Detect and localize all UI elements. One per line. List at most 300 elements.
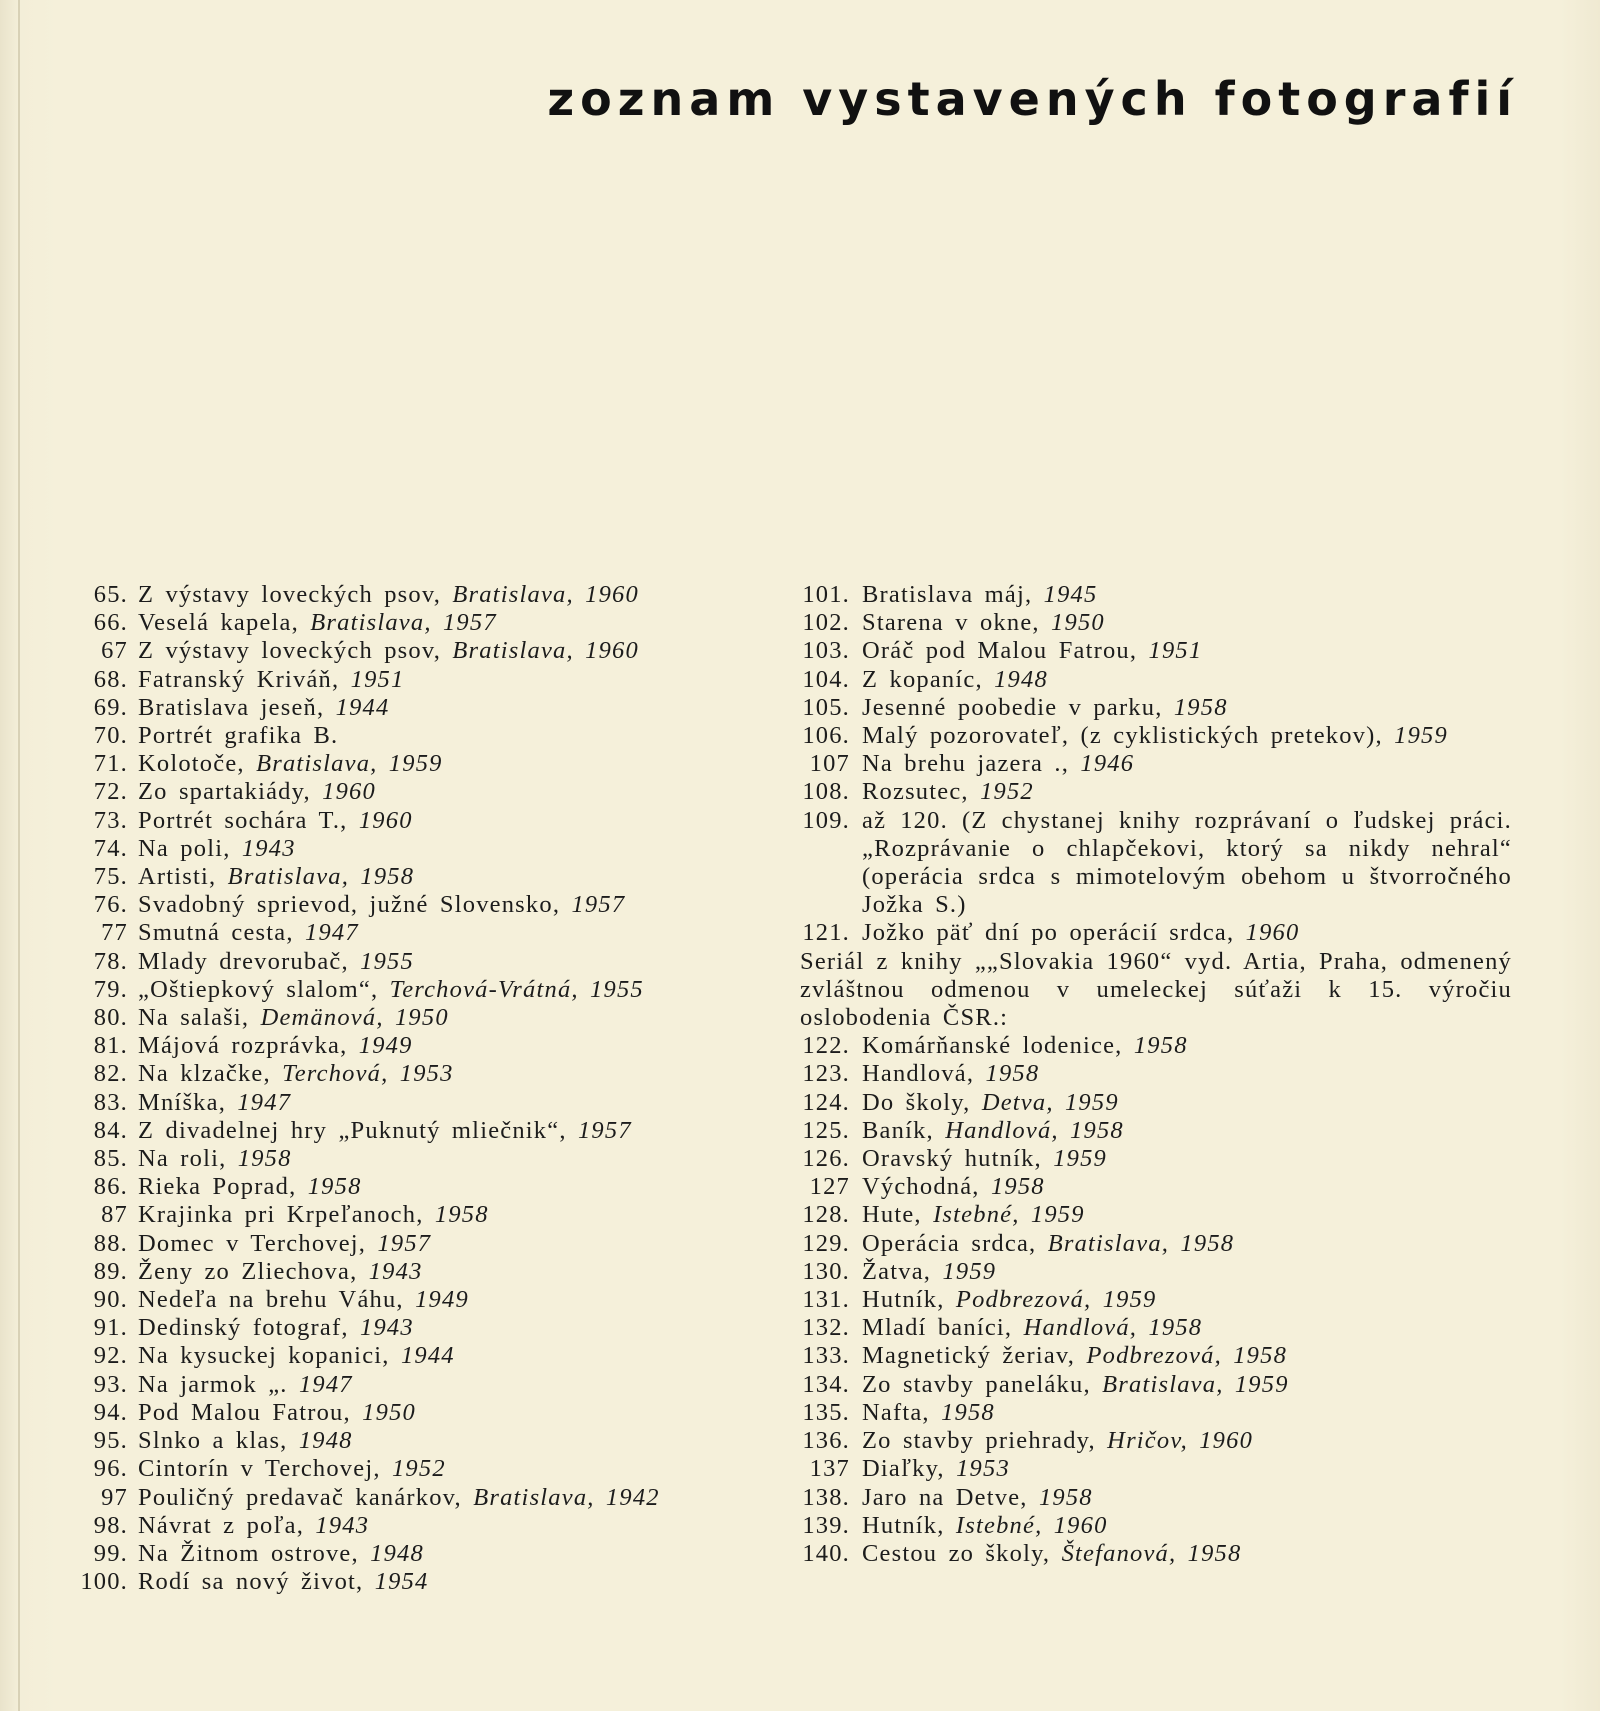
photo-list-item [66,919,756,947]
photo-list-item [66,1512,756,1540]
photo-place-year: 1944 [400,1342,455,1370]
photo-title: Nafta, [862,1398,930,1426]
photo-number: 95. [93,1427,128,1455]
photo-caption [862,1399,1512,1427]
photo-list-item [800,1427,1512,1455]
photo-caption [862,722,1512,750]
photo-place-year: 1959 [1053,1145,1108,1173]
photo-place-year: 1959 [1394,722,1448,750]
photo-place-year: 1947 [237,1088,292,1116]
photo-list-item [66,1060,756,1088]
photo-caption [862,1173,1512,1201]
photo-place-year: Terchová-Vrátná, 1955 [389,975,644,1003]
photo-title: Jesenné poobedie v parku, [862,693,1163,721]
photo-place-year: 1949 [358,1032,413,1060]
photo-list-item [800,1484,1512,1512]
photo-number: 108. [802,778,850,806]
photo-place-year: Podbrezová, 1959 [955,1286,1157,1314]
photo-caption [138,694,756,722]
photo-number: 94. [93,1398,128,1426]
photo-caption [138,1145,756,1173]
photo-title: Komárňanské lodenice, [862,1032,1123,1060]
photo-title: Krajinka pri Krpeľanoch, [138,1201,424,1229]
photo-title: Žatva, [862,1257,932,1285]
photo-caption [138,1540,756,1568]
photo-place-year: Bratislava, 1957 [310,609,497,637]
photo-title: Mlady drevorubač, [138,947,349,975]
photo-title: Malý pozorovateľ, (z cyklistických pretekov), [862,722,1383,750]
photo-list-item [66,1258,756,1286]
photo-title: Zo stavby paneláku, [862,1370,1091,1398]
photo-number: 96. [93,1455,128,1483]
photo-title: Na Žitnom ostrove, [138,1539,359,1567]
photo-caption [138,1512,756,1540]
photo-title: Oravský hutník, [862,1145,1042,1173]
photo-title: Portrét sochára T., [138,806,348,834]
photo-title: Starena v okne, [862,609,1040,637]
photo-number: 105. [802,693,850,721]
photo-number: 131. [802,1286,850,1314]
photo-caption [862,1455,1512,1483]
photo-place-year: 1948 [370,1539,424,1567]
photo-list-item [800,609,1512,637]
photo-place-year: Bratislava, 1959 [1102,1370,1289,1398]
photo-number: 91. [93,1314,128,1342]
photo-place-year: Istebné, 1960 [955,1511,1108,1539]
photo-number: 122. [802,1032,850,1060]
photo-list-item [66,637,756,665]
photo-place-year: Handlová, 1958 [945,1116,1124,1144]
photo-title: „Oštiepkový slalom“, [138,975,379,1003]
photo-place-year: Detva, 1959 [981,1088,1119,1116]
photo-number: 97 [101,1483,128,1511]
photo-list-item [66,1004,756,1032]
photo-caption [138,1117,756,1145]
photo-title: Artisti, [138,863,217,891]
photo-place-year: Demänová, 1950 [260,1004,449,1032]
photo-caption [138,1201,756,1229]
photo-list-item [66,1230,756,1258]
photo-title: Zo stavby priehrady, [862,1427,1096,1455]
photo-list-item [66,694,756,722]
photo-caption [138,948,756,976]
photo-place-year: Bratislava, 1958 [227,863,415,891]
photo-caption [862,778,1512,806]
photo-list-item [66,976,756,1004]
photo-number: 126. [802,1145,850,1173]
photo-place-year: 1944 [335,693,390,721]
photo-caption [138,722,756,750]
photo-caption [862,1117,1512,1145]
photo-number: 93. [93,1370,128,1398]
photo-list-item [800,1145,1512,1173]
photo-list-item [66,1145,756,1173]
photo-title: Z divadelnej hry „Puknutý mliečnik“, [138,1116,567,1144]
photo-place-year: 1958 [307,1173,362,1201]
photo-place-year: 1943 [241,834,296,862]
photo-number: 138. [802,1483,850,1511]
photo-list-item [800,694,1512,722]
photo-caption [138,581,756,609]
photo-place-year: 1952 [980,778,1034,806]
photo-place-year: 1955 [360,947,414,975]
photo-title: Bratislava máj, [862,581,1033,608]
photo-title: Oráč pod Malou Fatrou, [862,637,1138,665]
photo-number: 132. [802,1314,850,1342]
photo-title: Cintorín v Terchovej, [138,1455,381,1483]
photo-title: Mladí baníci, [862,1314,1013,1342]
photo-list-item [66,1371,756,1399]
photo-title: Rodí sa nový život, [138,1568,364,1596]
photo-number: 90. [93,1286,128,1314]
photo-caption [862,807,1512,920]
photo-list-right-column [800,581,1512,1568]
photo-place-year: 1958 [941,1398,995,1426]
photo-number: 67 [101,637,128,665]
photo-place-year: Štefanová, 1958 [1061,1539,1242,1567]
photo-place-year: 1951 [350,665,405,693]
photo-place-year: 1960 [322,778,376,806]
photo-place-year: 1948 [994,665,1048,693]
photo-number: 136. [802,1427,850,1455]
photo-title: Na brehu jazera ., [862,750,1070,778]
photo-caption [138,778,756,806]
photo-number: 121. [802,919,850,947]
photo-place-year: 1957 [577,1116,632,1144]
photo-title: Dedinský fotograf, [138,1314,349,1342]
photo-list-item [66,1117,756,1145]
photo-number: 101. [802,581,850,608]
photo-title: Z výstavy loveckých psov, [138,581,442,608]
photo-place-year: 1946 [1080,750,1135,778]
photo-title: Na salaši, [138,1004,250,1032]
photo-title: Mníška, [138,1088,227,1116]
photo-list-item [66,1314,756,1342]
photo-number: 107 [809,750,850,778]
photo-number: 98. [93,1511,128,1539]
photo-number: 139. [802,1511,850,1539]
photo-list-item [800,666,1512,694]
photo-title: Z kopaníc, [862,665,983,693]
photo-caption [138,1286,756,1314]
photo-caption [138,1089,756,1117]
photo-list-item [800,1173,1512,1201]
photo-caption [138,919,756,947]
photo-place-year: 1948 [298,1427,353,1455]
photo-list-item [800,722,1512,750]
photo-number: 106. [802,722,850,750]
photo-place-year: 1958 [434,1201,489,1229]
photo-title: Na kysuckej kopanici, [138,1342,390,1370]
photo-place-year: Terchová, 1953 [282,1060,454,1088]
photo-title: Májová rozprávka, [138,1032,348,1060]
photo-caption [138,1173,756,1201]
photo-caption [862,1258,1512,1286]
photo-title: Na roli, [138,1145,227,1173]
photo-place-year: 1952 [391,1455,446,1483]
photo-caption [862,1089,1512,1117]
photo-number: 84. [93,1116,128,1144]
photo-list-item [66,666,756,694]
photo-caption [862,666,1512,694]
photo-caption [138,976,756,1004]
photo-list-item [800,807,1512,920]
photo-caption [138,1399,756,1427]
photo-place-year: 1947 [298,1370,353,1398]
photo-place-year: 1958 [1038,1483,1093,1511]
photo-place-year: Istebné, 1959 [933,1201,1085,1229]
photo-place-year: 1950 [362,1398,416,1426]
photo-place-year: 1945 [1043,581,1098,608]
photo-title: Baník, [862,1116,934,1144]
page-gutter [18,0,20,1711]
photo-place-year: 1960 [1245,919,1300,947]
photo-list-item [66,863,756,891]
photo-title: Rieka Poprad, [138,1173,297,1201]
photo-caption [862,694,1512,722]
photo-number: 133. [802,1342,850,1370]
photo-number: 134. [802,1370,850,1398]
photo-place-year: 1943 [360,1314,414,1342]
photo-list-item [66,778,756,806]
photo-number: 83. [93,1088,128,1116]
photo-list-item [66,1427,756,1455]
photo-number: 71. [93,750,128,778]
photo-caption [138,1258,756,1286]
photo-place-year: 1957 [571,891,626,919]
photo-title: Východná, [862,1173,980,1201]
photo-list-item [800,1455,1512,1483]
photo-number: 123. [802,1060,850,1088]
photo-caption [138,835,756,863]
photo-number: 77 [101,919,128,947]
photo-list-item [66,1399,756,1427]
photo-place-year: 1954 [374,1568,429,1596]
photo-list-item [66,1568,756,1596]
photo-title: Ženy zo Zliechova, [138,1257,358,1285]
photo-caption [862,1427,1512,1455]
page-title: zoznam vystavených fotografií [547,72,1518,126]
photo-list-item [800,1060,1512,1088]
photo-place-year: Podbrezová, 1958 [1086,1342,1288,1370]
photo-number: 72. [93,778,128,806]
photo-title: Domec v Terchovej, [138,1229,367,1257]
photo-place-year: 1958 [1173,693,1228,721]
photo-caption [138,1455,756,1483]
photo-number: 128. [802,1201,850,1229]
photo-title: až 120. (Z chystanej knihy rozprávaní o ľudskej práci. „Rozprávanie o chlapčekovi, ktorý sa nikdy nehral“ (operácia srdca s mimotelovým obehom u štvorročného Jožka S.) [862,806,1512,919]
photo-place-year: 1960 [358,806,413,834]
photo-caption [862,1145,1512,1173]
photo-list-item [66,807,756,835]
photo-number: 73. [93,806,128,834]
photo-list-item [66,891,756,919]
photo-number: 65. [93,581,128,608]
photo-caption [862,637,1512,665]
photo-number: 81. [93,1032,128,1060]
photo-title: Na poli, [138,834,231,862]
photo-number: 109. [802,806,850,834]
photo-title: Návrat z poľa, [138,1511,305,1539]
photo-list-item [800,1201,1512,1229]
photo-caption [138,1371,756,1399]
photo-number: 76. [93,891,128,919]
photo-place-year: 1953 [956,1455,1010,1483]
photo-number: 99. [93,1539,128,1567]
photo-list-item [66,609,756,637]
photo-title: Seriál z knihy „„Slovakia 1960“ vyd. Artia, Praha, odmenený zvláštnou odmenou v umeleckej súťaži k 15. výročiu oslobodenia ČSR.: [800,947,1512,1032]
photo-caption [862,1540,1512,1568]
photo-list-item [800,1258,1512,1286]
photo-number: 85. [93,1145,128,1173]
photo-list-item [66,1089,756,1117]
photo-place-year: 1958 [985,1060,1040,1088]
photo-number: 75. [93,863,128,891]
photo-caption [862,1286,1512,1314]
photo-title: Pod Malou Fatrou, [138,1398,351,1426]
photo-number: 92. [93,1342,128,1370]
photo-number: 102. [802,609,850,637]
photo-list-item [800,1371,1512,1399]
photo-title: Hutník, [862,1511,945,1539]
photo-place-year: Bratislava, 1960 [452,637,639,665]
photo-number: 87 [101,1201,128,1229]
photo-caption [862,750,1512,778]
photo-caption [800,948,1512,1033]
photo-caption [862,1201,1512,1229]
photo-place-year: 1943 [315,1511,370,1539]
photo-number: 127 [809,1173,850,1201]
photo-number: 137 [809,1455,850,1483]
photo-title: Slnko a klas, [138,1427,288,1455]
photo-place-year: Bratislava, 1960 [452,581,639,608]
photo-place-year: 1959 [942,1257,997,1285]
photo-title: Na jarmok „. [138,1370,288,1398]
photo-list-item [66,1540,756,1568]
photo-caption [138,1314,756,1342]
photo-caption [862,609,1512,637]
photo-title: Hutník, [862,1286,945,1314]
photo-number: 79. [93,975,128,1003]
photo-number: 124. [802,1088,850,1116]
photo-caption [862,1371,1512,1399]
photo-title: Diaľky, [862,1455,945,1483]
photo-number: 130. [802,1257,850,1285]
photo-place-year: Bratislava, 1958 [1047,1229,1235,1257]
photo-list-item [800,1512,1512,1540]
photo-title: Bratislava jeseň, [138,693,325,721]
photo-place-year: Bratislava, 1959 [256,750,443,778]
photo-caption [138,637,756,665]
photo-caption [138,891,756,919]
photo-list-item [66,1201,756,1229]
photo-title: Portrét grafika B. [138,722,339,750]
photo-caption [862,1230,1512,1258]
photo-title: Operácia srdca, [862,1229,1037,1257]
photo-caption [138,1484,756,1512]
photo-place-year: Hričov, 1960 [1107,1427,1254,1455]
photo-list-item [800,1032,1512,1060]
photo-number: 88. [93,1229,128,1257]
photo-number: 125. [802,1116,850,1144]
photo-place-year: 1947 [305,919,359,947]
photo-place-year: 1951 [1148,637,1203,665]
photo-caption [862,1512,1512,1540]
photo-number: 135. [802,1398,850,1426]
photo-place-year: 1958 [1133,1032,1188,1060]
photo-caption [138,1230,756,1258]
photo-list-item [66,581,756,609]
photo-number: 80. [93,1004,128,1032]
photo-caption [862,1314,1512,1342]
photo-list-item [66,1342,756,1370]
photo-list-item [800,1314,1512,1342]
photo-caption [138,807,756,835]
photo-list-item [800,1342,1512,1370]
photo-title: Rozsutec, [862,778,969,806]
photo-number: 86. [93,1173,128,1201]
photo-caption [138,863,756,891]
photo-number: 78. [93,947,128,975]
photo-number: 74. [93,834,128,862]
photo-caption [138,609,756,637]
photo-list-item [66,1173,756,1201]
photo-caption [138,1032,756,1060]
photo-list-item [66,1455,756,1483]
photo-caption [138,1004,756,1032]
photo-title: Fatranský Kriváň, [138,665,340,693]
photo-list-item [800,750,1512,778]
photo-caption [138,1568,756,1596]
photo-number: 140. [802,1539,850,1567]
photo-number: 66. [93,609,128,637]
photo-list-item [800,919,1512,947]
photo-caption [862,1032,1512,1060]
photo-number: 68. [93,665,128,693]
photo-caption [862,1342,1512,1370]
photo-title: Jožko päť dní po operácií srdca, [862,919,1235,947]
photo-title: Magnetický žeriav, [862,1342,1076,1370]
photo-title: Jaro na Detve, [862,1483,1028,1511]
photo-list-item [800,1286,1512,1314]
photo-list-item [800,1540,1512,1568]
photo-title: Z výstavy loveckých psov, [138,637,442,665]
photo-place-year: 1957 [377,1229,432,1257]
photo-place-year: 1950 [1051,609,1105,637]
photo-place-year: 1943 [368,1257,423,1285]
photo-place-year: 1949 [415,1286,469,1314]
photo-list-left-column [66,581,756,1596]
photo-number: 129. [802,1229,850,1257]
photo-number: 89. [93,1257,128,1285]
photo-list-item [66,722,756,750]
photo-list-item [800,581,1512,609]
photo-number: 104. [802,665,850,693]
photo-title: Na klzačke, [138,1060,271,1088]
photo-caption [138,1060,756,1088]
photo-list-item [800,778,1512,806]
photo-caption [862,919,1512,947]
photo-list-item [66,835,756,863]
photo-title: Smutná cesta, [138,919,294,947]
photo-caption [862,1060,1512,1088]
photo-number: 103. [802,637,850,665]
photo-list-item [800,1117,1512,1145]
photo-place-year: Bratislava, 1942 [473,1483,660,1511]
photo-list-item [800,948,1512,1033]
photo-caption [138,1427,756,1455]
photo-list-item [66,1484,756,1512]
